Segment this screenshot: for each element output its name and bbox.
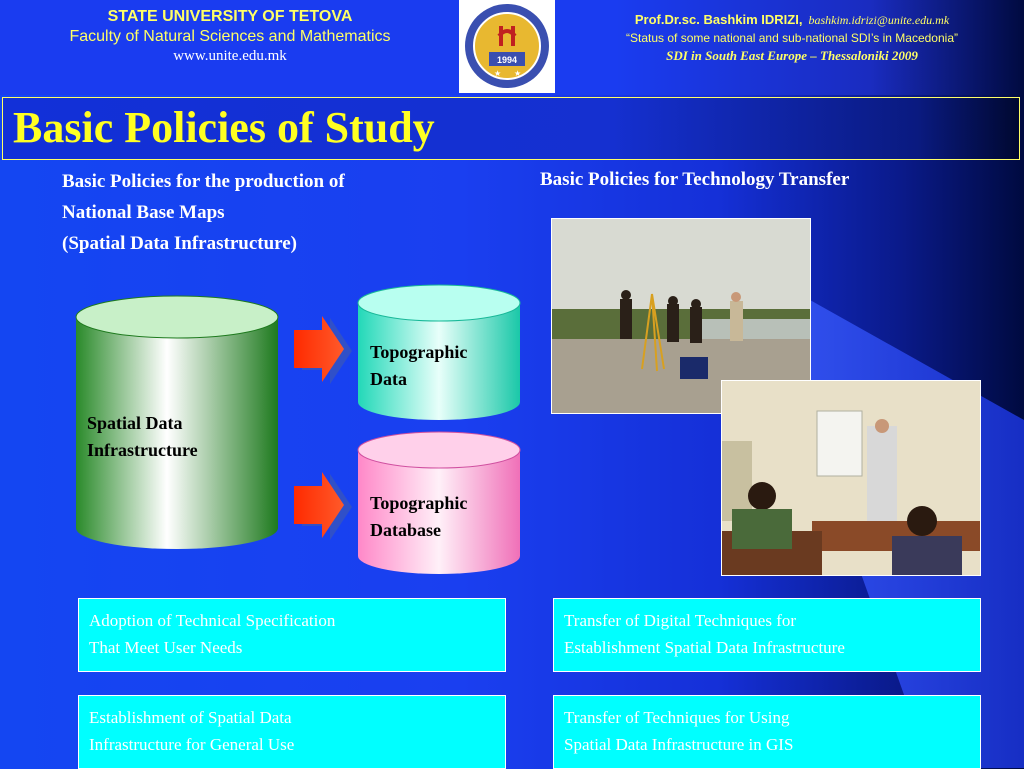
topographic-data-label: Topographic Data <box>370 342 468 389</box>
svg-text:★: ★ <box>514 69 522 78</box>
website-text: www.unite.edu.mk <box>173 48 287 64</box>
left-heading-line-1: Basic Policies for the production of <box>62 171 345 192</box>
right-heading: Basic Policies for Technology Transfer <box>540 169 850 190</box>
left-heading-line-2: National Base Maps <box>62 202 225 223</box>
author-name: Prof.Dr.sc. Bashkim IDRIZI, <box>634 12 803 27</box>
policy-box-general-use: Establishment of Spatial Data Infrastructure for General Use <box>78 695 506 769</box>
policy-box-gis-techniques: Transfer of Techniques for Using Spatial Data Infrastructure in GIS <box>553 695 981 769</box>
slide-title: Basic Policies of Study <box>13 103 435 152</box>
topographic-database-label: Topographic Database <box>370 493 468 540</box>
svg-text:1994: 1994 <box>496 55 518 65</box>
spatial-data-infrastructure-label: Spatial Data Infrastructure <box>87 413 198 460</box>
conference-name: SDI in South East Europe – Thessaloniki 2009 <box>666 48 918 63</box>
left-heading-line-3: (Spatial Data Infrastructure) <box>62 233 298 254</box>
arrow-right-icon <box>294 472 352 540</box>
policy-box-technical-specification: Adoption of Technical Specification That Meet User Needs <box>78 598 506 672</box>
arrow-right-icon <box>294 316 352 384</box>
faculty-name: Faculty of Natural Sciences and Mathematics <box>69 28 391 45</box>
author-email: bashkim.idrizi@unite.edu.mk <box>808 13 950 27</box>
talk-title: “Status of some national and sub-national SDI’s in Macedonia” <box>626 31 958 45</box>
university-name: STATE UNIVERSITY OF TETOVA <box>107 8 353 25</box>
classroom-training-photo <box>721 380 981 576</box>
svg-text:★: ★ <box>494 69 502 78</box>
policy-box-digital-techniques: Transfer of Digital Techniques for Establishment Spatial Data Infrastructure <box>553 598 981 672</box>
